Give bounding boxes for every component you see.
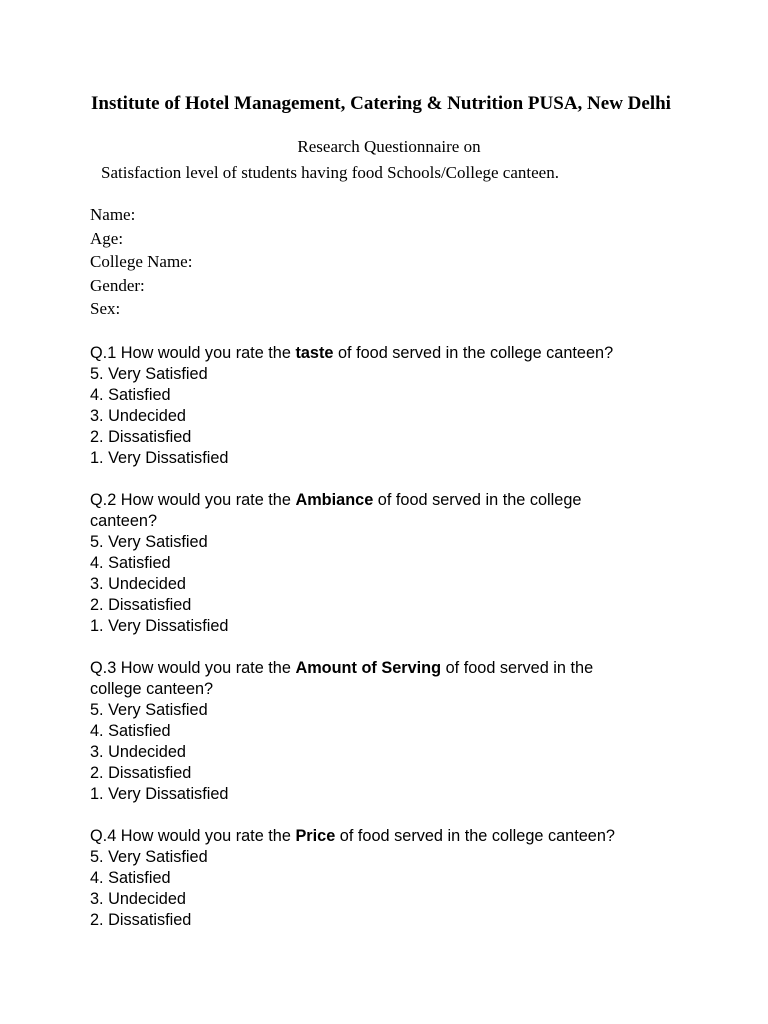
- respondent-fields: [90, 203, 192, 321]
- question-text-continued: college canteen?: [90, 680, 214, 698]
- answer-option: 3. Undecided: [90, 890, 186, 908]
- document-title: Institute of Hotel Management, Catering & Nutrition PUSA, New Delhi: [91, 93, 671, 114]
- field-gender-label: Gender:: [90, 275, 145, 295]
- question-keyword: taste: [295, 344, 334, 362]
- question-text-continued: canteen?: [90, 512, 157, 530]
- question-2: [90, 490, 690, 637]
- answer-option: 5. Very Satisfied: [90, 533, 208, 551]
- answer-option: 3. Undecided: [90, 575, 186, 593]
- document-subtitle: Research Questionnaire on: [297, 137, 481, 156]
- answer-option: 4. Satisfied: [90, 554, 171, 572]
- answer-option: 5. Very Satisfied: [90, 365, 208, 383]
- answer-option: 3. Undecided: [90, 407, 186, 425]
- question-list: [90, 343, 690, 952]
- answer-option: 4. Satisfied: [90, 869, 171, 887]
- question-keyword: Price: [295, 827, 336, 845]
- answer-option: 1. Very Dissatisfied: [90, 785, 229, 803]
- question-text: Q.3 How would you rate the Amount of Serving of food served in the: [90, 659, 594, 677]
- document-subtitle-topic: Satisfaction level of students having food Schools/College canteen.: [101, 163, 559, 182]
- answer-option: 2. Dissatisfied: [90, 764, 192, 782]
- answer-option: 2. Dissatisfied: [90, 911, 192, 929]
- answer-option: 1. Very Dissatisfied: [90, 449, 229, 467]
- question-text: Q.4 How would you rate the Price of food served in the college canteen?: [90, 827, 615, 845]
- answer-option: 2. Dissatisfied: [90, 428, 192, 446]
- answer-option: 1. Very Dissatisfied: [90, 617, 229, 635]
- question-text: Q.1 How would you rate the taste of food served in the college canteen?: [90, 344, 614, 362]
- answer-option: 5. Very Satisfied: [90, 701, 208, 719]
- field-name-label: Name:: [90, 205, 136, 224]
- field-age-label: Age:: [90, 228, 124, 248]
- question-1: [90, 343, 690, 469]
- question-keyword: Ambiance: [295, 491, 374, 509]
- answer-option: 4. Satisfied: [90, 386, 171, 404]
- answer-option: 3. Undecided: [90, 743, 186, 761]
- question-3: [90, 658, 690, 805]
- answer-option: 2. Dissatisfied: [90, 596, 192, 614]
- question-text: Q.2 How would you rate the Ambiance of food served in the college: [90, 491, 582, 509]
- answer-option: 4. Satisfied: [90, 722, 171, 740]
- answer-option: 5. Very Satisfied: [90, 848, 208, 866]
- question-keyword: Amount of Serving: [295, 659, 442, 677]
- question-4: [90, 826, 690, 931]
- field-sex-label: Sex:: [90, 299, 121, 319]
- field-college-name-label: College Name:: [90, 252, 193, 272]
